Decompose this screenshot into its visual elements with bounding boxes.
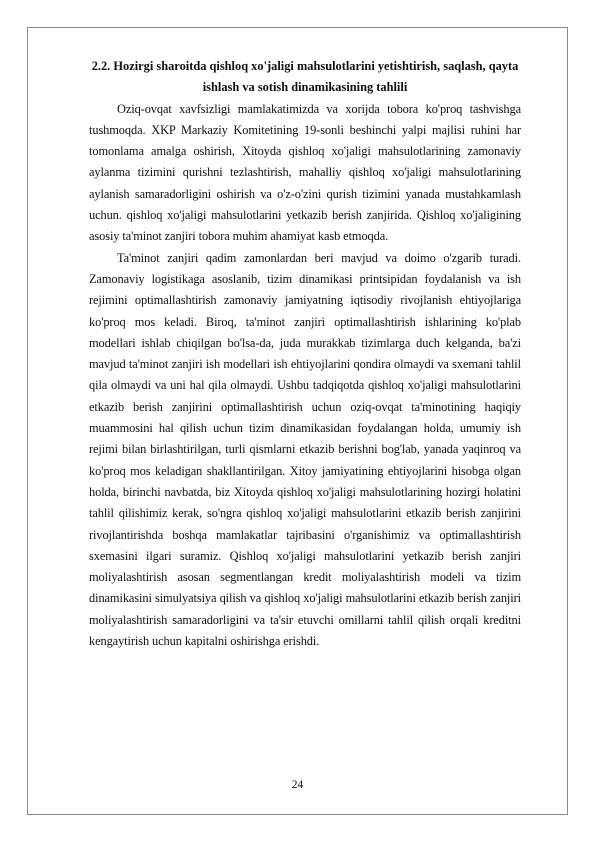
paragraph-1: Oziq-ovqat xavfsizligi mamlakatimizda va xorijda tobora ko'proq tashvishga tushmoqda. XKP Markaziy Komitetining 19-sonli beshinchi yalpi majlisi ruhini har tomonlama amalga oshirish, Xitoyda qishloq xo'jaligi mahsulotlarining zamonaviy aylanma tizimini qurishni tezlashtirish, mahalliy qishloq xo'jaligi mahsulotlarining aylanish samaradorligini oshirish va o'z-o'zini qurish tizimini yanada mustahkamlash uchun. qishloq xo'jaligi mahsulotlarini yetkazib berish zanjirida. Qishloq xo'jaligining asosiy ta'minot zanjiri tobora muhim ahamiyat kasb etmoqda. [89, 101, 521, 244]
page-number: 24 [291, 779, 304, 791]
document-body [89, 56, 521, 652]
section-heading: 2.2. Hozirgi sharoitda qishloq xo'jaligi mahsulotlarini yetishtirish, saqlash, qayta ishlash va sotish dinamikasining tahlili [91, 59, 519, 95]
paragraph-2: Ta'minot zanjiri qadim zamonlardan beri mavjud va doimo o'zgarib turadi. Zamonaviy logistikaga asoslanib, tizim dinamikasi printsipidan foydalanish va ish rejimini optimallashtirish zamonaviy jamiyatning iqtisodiy rivojlanish ehtiyojlariga ko'proq mos keladi. Biroq, ta'minot zanjiri optimallashtirish ishlarining ko'plab modellari ishlab chiqilgan bo'lsa-da, juda murakkab tizimlarga duch kelganda, ba'zi mavjud ta'minot zanjiri ish modellari ish ehtiyojlarini qondira olmaydi va sxemani tahlil qila olmaydi va uni hal qila olmaydi. Ushbu tadqiqotda qishloq xo'jaligi mahsulotlarini etkazib berish zanjirini optimallashtirish uchun oziq-ovqat ta'minotining haqiqiy muammosini hal qilish uchun tizim dinamikasidan foydalangan holda, umumiy ish rejimi bilan birlashtirilgan, turli qismlarni etkazib berishni bog'lab, yanada yaqinroq va ko'proq mos keladigan shakllantirilgan. Xitoy jamiyatining ehtiyojlarini hisobga olgan holda, birinchi navbatda, biz Xitoyda qishloq xo'jaligi mahsulotlarining hozirgi holatini tahlil qilishimiz kerak, so'ngra qishloq xo'jaligi mahsulotlarini etkazib berish zanjirini rivojlantirishda boshqa mamlakatlar tajribasini o'rganishimiz va optimallashtirish sxemasini ilgari suramiz. Qishloq xo'jaligi mahsulotlarini yetkazib berish zanjiri moliyalashtirish asosan segmentlangan kredit moliyalashtirish modeli va tizim dinamikasini simulyatsiya qilish va qishloq xo'jaligi mahsulotlarini etkazib berish zanjiri moliyalashtirish samaradorligini va ta'sir etuvchi omillarni tahlil qilish orqali kreditni kengaytirish uchun kapitalni oshirishga erishdi. [89, 250, 521, 649]
